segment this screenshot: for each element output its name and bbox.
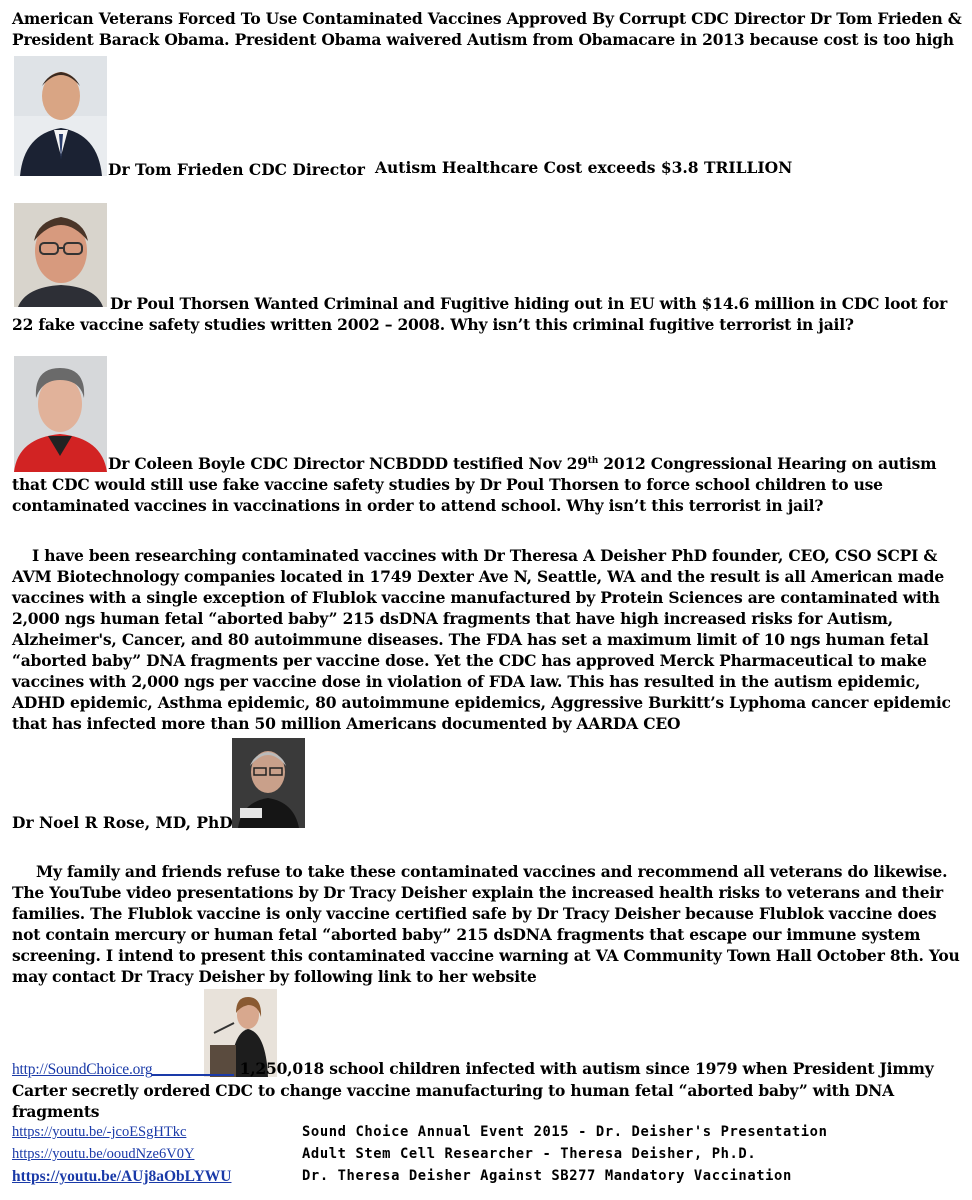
thorsen-text <box>12 293 967 335</box>
video-link-url[interactable]: https://youtu.be/ooudNze6V0Y <box>12 1146 195 1162</box>
video-link-url[interactable]: https://youtu.be/-jcoESgHTkc <box>12 1124 187 1140</box>
soundchoice-link[interactable]: http://SoundChoice.org <box>12 1061 153 1078</box>
thorsen-text-body: Dr Poul Thorsen Wanted Criminal and Fugitive hiding out in EU with $14.6 million in CDC loot for 22 fake vaccine safety studies written 2002 – 2008. Why isn’t this criminal fugitive terrorist in jail? <box>12 294 948 334</box>
family-paragraph: My family and friends refuse to take these contaminated vaccines and recommend all veterans do likewise. The YouTube video presentations by Dr Tracy Deisher explain the increased health risks to veterans and their families. The Flublok vaccine is only vaccine certified safe by Dr Tracy Deisher because Flublok vaccine does not contain mercury or human fetal “aborted baby” 215 dsDNA fragments that escape our immune system screening. I intend to present this contaminated vaccine warning at VA Community Town Hall October 8th. You may contact Dr Tracy Deisher by following link to her website <box>12 862 960 986</box>
soundchoice-link-underline <box>152 1074 234 1076</box>
frieden-caption-name: Dr Tom Frieden CDC Director <box>108 160 365 179</box>
video-link-row <box>12 1146 962 1168</box>
boyle-text-a: Dr Coleen Boyle CDC Director NCBDDD testified Nov 29 <box>108 454 588 473</box>
boyle-text <box>12 453 967 516</box>
boyle-text-sup: th <box>587 455 599 466</box>
research-paragraph: I have been researching contaminated vaccines with Dr Theresa A Deisher PhD founder, CEO, CSO SCPI & AVM Biotechnology companies located in 1749 Dexter Ave N, Seattle, WA and the result is all American made vaccines with a single exception of Flublok vaccine manufactured by Protein Sciences are contaminated with 2,000 ngs human fetal “aborted baby” 215 dsDNA fragments that have high increased risks for Autism, Alzheimer's, Cancer, and 80 autoimmune diseases. The FDA has set a maximum limit of 10 ngs human fetal “aborted baby” DNA fragments per vaccine dose. Yet the CDC has approved Merck Pharmaceutical to make vaccines with 2,000 ngs per vaccine dose in violation of FDA law. This has resulted in the autism epidemic, ADHD epidemic, Asthma epidemic, 80 autoimmune epidemics, Aggressive Burkitt’s Lyphoma cancer epidemic that has infected more than 50 million Americans documented by AARDA CEO <box>12 546 951 733</box>
video-link-row <box>12 1168 962 1190</box>
rose-caption: Dr Noel R Rose, MD, PhD <box>12 813 233 832</box>
video-link-title: Sound Choice Annual Event 2015 - Dr. Deisher's Presentation <box>302 1124 828 1140</box>
soundchoice-text: 1,250,018 school children infected with autism since 1979 when President Jimmy Carter secretly ordered CDC to change vaccine manufacturing to human fetal “aborted baby” with DNA fragments <box>12 1059 934 1121</box>
video-link-url[interactable]: https://youtu.be/AUj8aObLYWU <box>12 1168 232 1185</box>
video-link-title: Adult Stem Cell Researcher - Theresa Deisher, Ph.D. <box>302 1146 757 1162</box>
boyle-text-b: 2012 Congressional Hearing on autism that CDC would still use fake vaccine safety studies by Dr Poul Thorsen to force school children to use contaminated vaccines in vaccinations in order to attend school. Why isn’t this terrorist in jail? <box>12 454 937 515</box>
headline: American Veterans Forced To Use Contaminated Vaccines Approved By Corrupt CDC Director Dr Tom Frieden & President Barack Obama. President Obama waivered Autism from Obamacare in 2013 because cost is too high <box>12 9 962 49</box>
frieden-caption-cost: Autism Healthcare Cost exceeds $3.8 TRILLION <box>375 158 793 177</box>
video-links <box>12 1124 962 1190</box>
frieden-photo <box>14 56 107 176</box>
video-link-row <box>12 1124 962 1146</box>
thorsen-photo <box>14 203 107 307</box>
soundchoice-paragraph <box>12 1058 967 1122</box>
video-link-title: Dr. Theresa Deisher Against SB277 Mandatory Vaccination <box>302 1168 792 1184</box>
rose-photo <box>232 738 305 828</box>
